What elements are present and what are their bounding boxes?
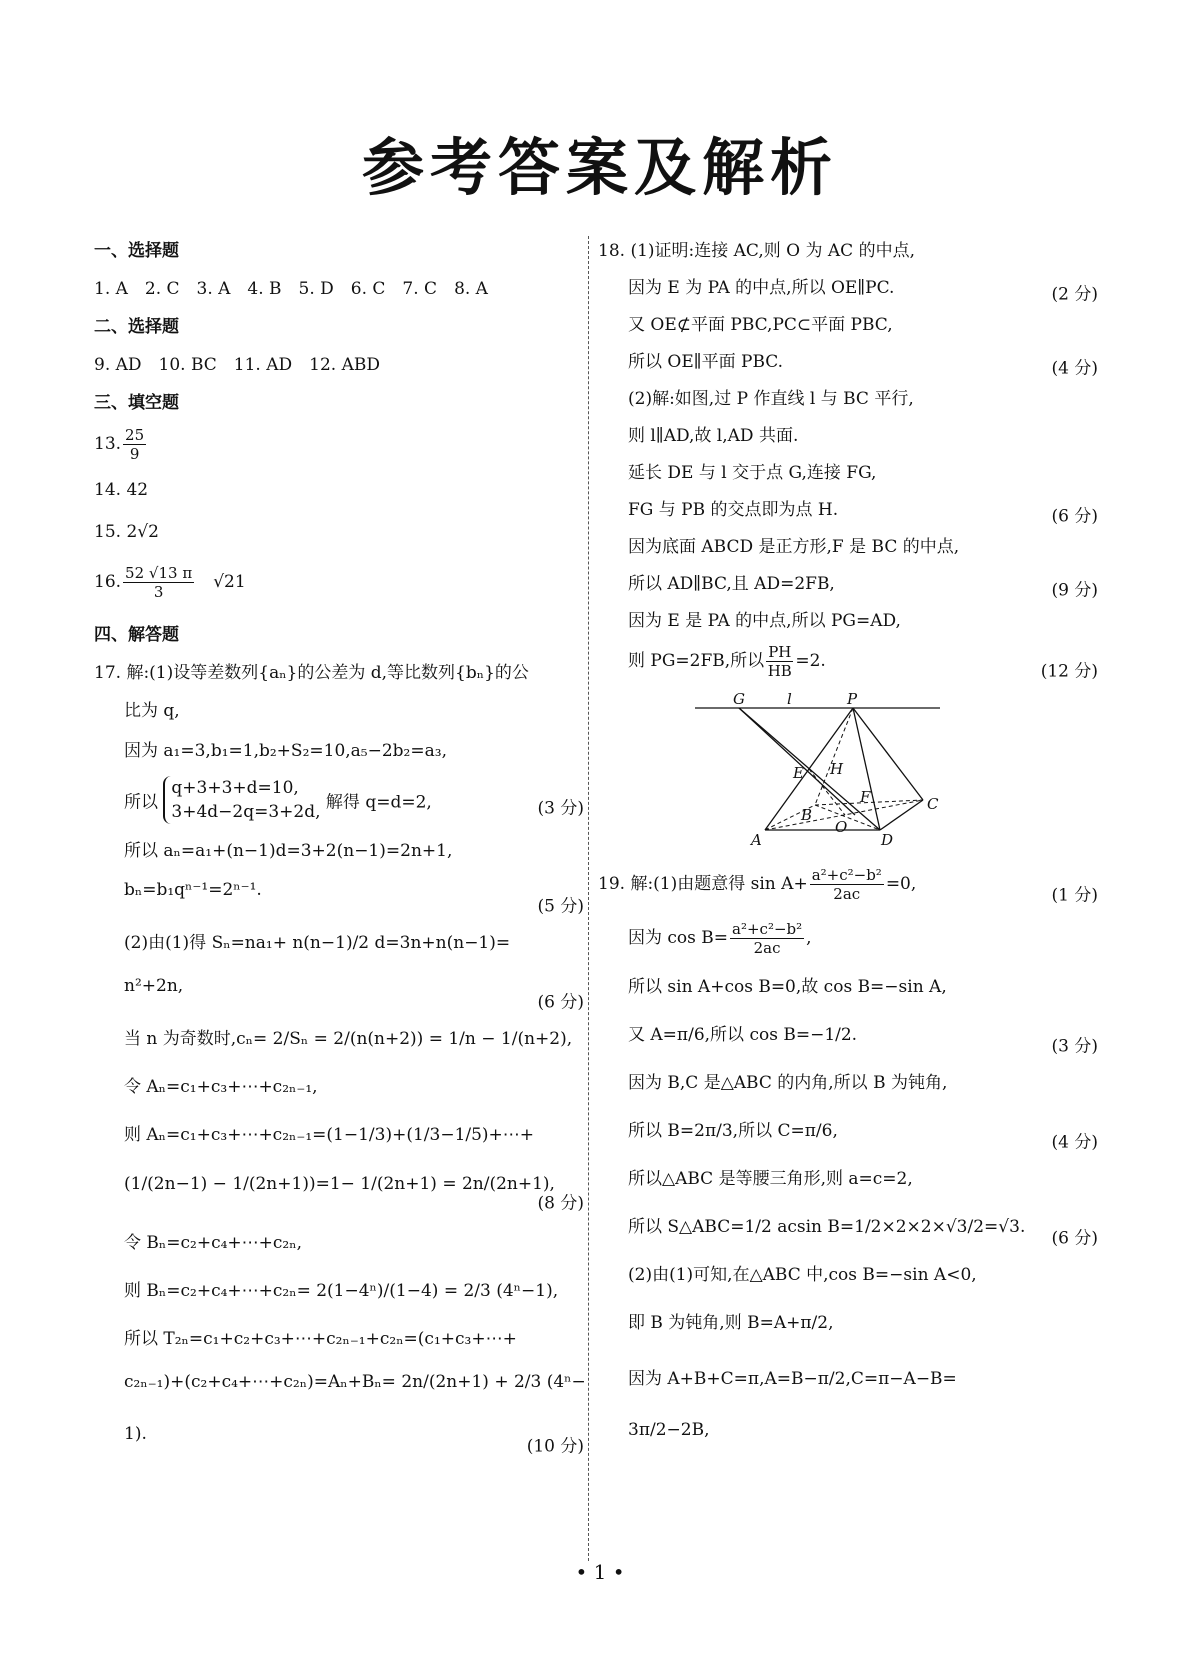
answer-13: 13. $\frac{25}{9}$ <box>94 426 145 463</box>
solution-line: c₂ₙ₋₁)+(c₂+c₄+⋯+c₂ₙ)=Aₙ+Bₙ= 2n/(2n+1) + 2/3 (4ⁿ− <box>124 1372 586 1392</box>
solution-line: 3π/2−2B, <box>628 1420 710 1440</box>
solution-line: 则 l∥AD,故 l,AD 共面. <box>628 426 799 446</box>
solution-line: 又 OE⊄平面 PBC,PC⊂平面 PBC, <box>628 315 893 335</box>
solution-line: 则 PG=2FB,所以 $\frac{PH}{HB}$ =2. (12 分) <box>628 643 1098 682</box>
solution-line: 因为 E 是 PA 的中点,所以 PG=AD, <box>628 611 901 631</box>
label-l: l <box>787 690 792 708</box>
solution-line: 所以 AD∥BC,且 AD=2FB, (9 分) <box>628 574 1098 600</box>
answer-14: 14. 42 <box>94 480 149 500</box>
solution-line: 因为 a₁=3,b₁=1,b₂+S₂=10,a₅−2b₂=a₃, <box>124 741 447 761</box>
section-heading: 二、选择题 <box>94 317 179 337</box>
left-column <box>94 236 584 1464</box>
right-column <box>598 236 1098 695</box>
solution-line: 则 Bₙ=c₂+c₄+⋯+c₂ₙ= 2(1−4ⁿ)/(1−4) = 2/3 (4ⁿ−1), <box>124 1281 559 1301</box>
label-P: P <box>847 690 858 708</box>
solution-line: 所以 aₙ=a₁+(n−1)d=3+2(n−1)=2n+1, <box>124 841 453 861</box>
answer-line: 9. AD 10. BC 11. AD 12. ABD <box>94 355 380 375</box>
solution-line: 所以 B=2π/3,所以 C=π/6, (4 分) <box>628 1121 1098 1153</box>
solution-line: 即 B 为钝角,则 B=A+π/2, <box>628 1313 834 1333</box>
label-D: D <box>881 831 894 849</box>
solution-line: 所以 OE∥平面 PBC. (4 分) <box>628 352 1098 378</box>
solution-line: 所以 S△ABC=1/2 acsin B=1/2×2×2×√3/2=√3. (6 分) <box>628 1217 1098 1249</box>
column-divider <box>588 236 589 1561</box>
section-heading: 一、选择题 <box>94 241 179 261</box>
solution-line: 当 n 为奇数时,cₙ= 2/Sₙ = 2/(n(n+2)) = 1/n − 1/(n+2), <box>124 1029 573 1049</box>
solution-line: n²+2n, (6 分) <box>124 976 584 1013</box>
section-heading: 三、填空题 <box>94 393 179 413</box>
solution-line: FG 与 PB 的交点即为点 H. (6 分) <box>628 500 1098 526</box>
label-A: A <box>751 831 762 849</box>
solution-line: 17. 解:(1)设等差数列{aₙ}的公差为 d,等比数列{bₙ}的公 <box>94 663 529 683</box>
label-H: H <box>830 760 844 778</box>
section-heading: 四、解答题 <box>94 625 179 645</box>
solution-line: 所以 sin A+cos B=0,故 cos B=−sin A, <box>628 977 947 997</box>
solution-line: 因为 E 为 PA 的中点,所以 OE∥PC. (2 分) <box>628 278 1098 304</box>
solution-line: 1). (10 分) <box>124 1424 584 1457</box>
page-title: 参考答案及解析 <box>361 131 838 204</box>
solution-line: 则 Aₙ=c₁+c₃+⋯+c₂ₙ₋₁=(1−1/3)+(1/3−1/5)+⋯+ <box>124 1125 535 1145</box>
solution-line: 又 A=π/6,所以 cos B=−1/2. (3 分) <box>628 1025 1098 1057</box>
solution-line: 19. 解:(1)由题意得 sin A+ $\frac{\text{a²+c²−b²}}{2ac}$ =0, (1 分) <box>598 866 1098 906</box>
solution-line: (2)由(1)可知,在△ABC 中,cos B=−sin A<0, <box>628 1265 977 1285</box>
solution-line: (1/(2n−1) − 1/(2n+1))=1− 1/(2n+1) = 2n/(2n+1), (8 分) <box>124 1174 584 1214</box>
label-B: B <box>801 806 813 824</box>
answer-line: 1. A 2. C 3. A 4. B 5. D 6. C 7. C 8. A <box>94 279 488 299</box>
solution-line: 因为 B,C 是△ABC 的内角,所以 B 为钝角, <box>628 1073 948 1093</box>
solution-line: 比为 q, <box>124 701 180 721</box>
solution-line: 因为 A+B+C=π,A=B−π/2,C=π−A−B= <box>628 1369 957 1389</box>
solution-line: 延长 DE 与 l 交于点 G,连接 FG, <box>628 463 877 483</box>
label-E: E <box>793 764 804 782</box>
solution-line: bₙ=b₁qⁿ⁻¹=2ⁿ⁻¹. (5 分) <box>124 880 584 917</box>
solution-line: 因为 cos B= $\frac{\text{a²+c²−b²}}{2ac}$ , <box>628 920 812 957</box>
solution-line: (2)解:如图,过 P 作直线 l 与 BC 平行, <box>628 389 914 409</box>
page-number: • 1 • <box>575 1560 625 1584</box>
solution-line: 所以 T₂ₙ=c₁+c₂+c₃+⋯+c₂ₙ₋₁+c₂ₙ=(c₁+c₃+⋯+ <box>124 1329 517 1349</box>
solution-line: 因为底面 ABCD 是正方形,F 是 BC 的中点, <box>628 537 960 557</box>
answer-15: 15. 2√2 <box>94 522 159 542</box>
label-F: F <box>860 788 871 806</box>
solution-line: (2)由(1)得 Sₙ=na₁+ n(n−1)/2 d=3n+n(n−1)= <box>124 933 511 953</box>
solution-line: 18. (1)证明:连接 AC,则 O 为 AC 的中点, <box>598 241 915 261</box>
right-column-lower <box>598 866 1098 1468</box>
solution-line: 令 Bₙ=c₂+c₄+⋯+c₂ₙ, <box>124 1233 302 1253</box>
label-C: C <box>927 795 939 813</box>
label-O: O <box>835 818 848 836</box>
label-G: G <box>733 690 745 708</box>
pyramid-figure <box>695 690 955 855</box>
solution-line: 所以△ABC 是等腰三角形,则 a=c=2, <box>628 1169 913 1189</box>
solution-system: 所以 q+3+3+d=10, 3+4d−2q=3+2d, 解得 q=d=2, (3 分) <box>124 778 584 822</box>
answer-16: 16. $\frac{52 √13 \pi}{3}$ √21 <box>94 564 246 601</box>
solution-line: 令 Aₙ=c₁+c₃+⋯+c₂ₙ₋₁, <box>124 1077 318 1097</box>
